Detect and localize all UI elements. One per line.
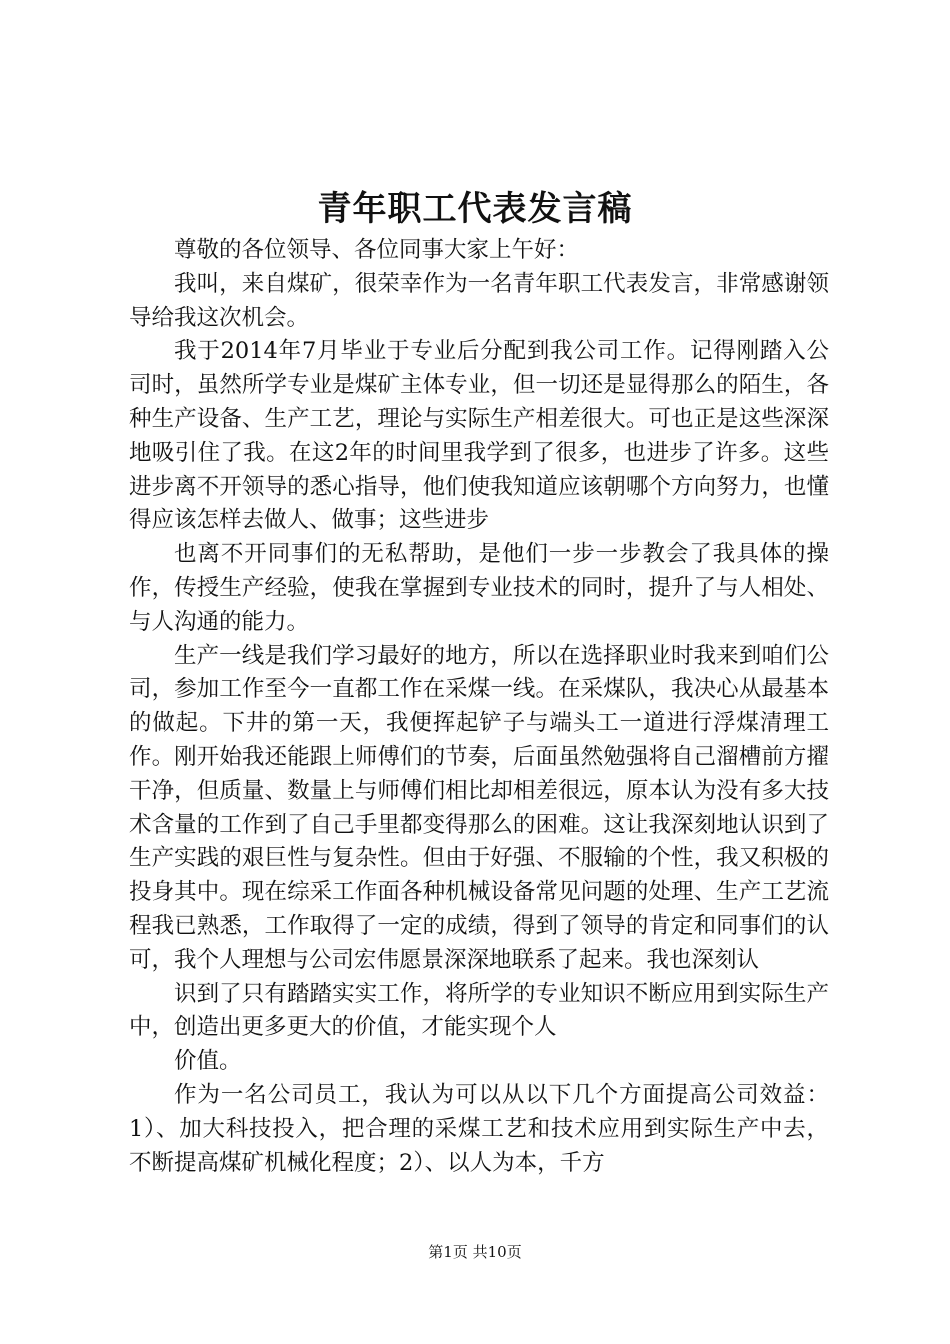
- paragraph-introduction: 我叫，来自煤矿，很荣幸作为一名青年职工代表发言，非常感谢领导给我这次机会。: [129, 270, 829, 331]
- page-number-footer: 第1页 共10页: [428, 1243, 522, 1261]
- paragraph-frontline-work: 生产一线是我们学习最好的地方，所以在选择职业时我来到咱们公司，参加工作至今一直都工作在采煤一线。在采煤队，我决心从最基本的做起。下井的第一天，我便挥起铲子与端头工一道进行浮煤清理工作。刚开始我还能跟上师傅们的节奏，后面虽然勉强将自己溜槽前方擢干净，但质量、数量上与师傅们相比却相差很远，原本认为没有多大技术含量的工作到了自己手里都变得那么的困难。这让我深刻地认识到了生产实践的艰巨性与复杂性。但由于好强、不服输的个性，我又积极的投身其中。现在综采工作面各种机械设备常见问题的处理、生产工艺流程我已熟悉，工作取得了一定的成绩，得到了领导的肯定和同事们的认可，我个人理想与公司宏伟愿景深深地联系了起来。我也深刻认: [129, 642, 829, 973]
- page-title: 青年职工代表发言稿: [317, 189, 633, 229]
- paragraph-career-start: 我于2014年7月毕业于专业后分配到我公司工作。记得刚踏入公司时，虽然所学专业是煤矿主体专业，但一切还是显得那么的陌生，各种生产设备、生产工艺，理论与实际生产相差很大。可也正是这些深深地吸引住了我。在这2年的时间里我学到了很多，也进步了许多。这些进步离不开领导的悉心指导，他们使我知道应该朝哪个方向努力，也懂得应该怎样去做人、做事；这些进步: [129, 338, 829, 534]
- paragraph-realization: 识到了只有踏踏实实工作，将所学的专业知识不断应用到实际生产中，创造出更多更大的价值，才能实现个人: [129, 980, 829, 1041]
- paragraph-value: 价值。: [174, 1048, 242, 1075]
- paragraph-suggestions: 作为一名公司员工，我认为可以从以下几个方面提高公司效益：1）、加大科技投入，把合理的采煤工艺和技术应用到实际生产中去，不断提高煤矿机械化程度；2）、以人为本，千方: [129, 1081, 829, 1176]
- document-body: [129, 234, 829, 1180]
- paragraph-greeting: 尊敬的各位领导、各位同事大家上午好：: [174, 237, 580, 263]
- paragraph-colleagues-help: 也离不开同事们的无私帮助，是他们一步一步教会了我具体的操作，传授生产经验，使我在掌握到专业技术的同时，提升了与人相处、与人沟通的能力。: [129, 541, 829, 635]
